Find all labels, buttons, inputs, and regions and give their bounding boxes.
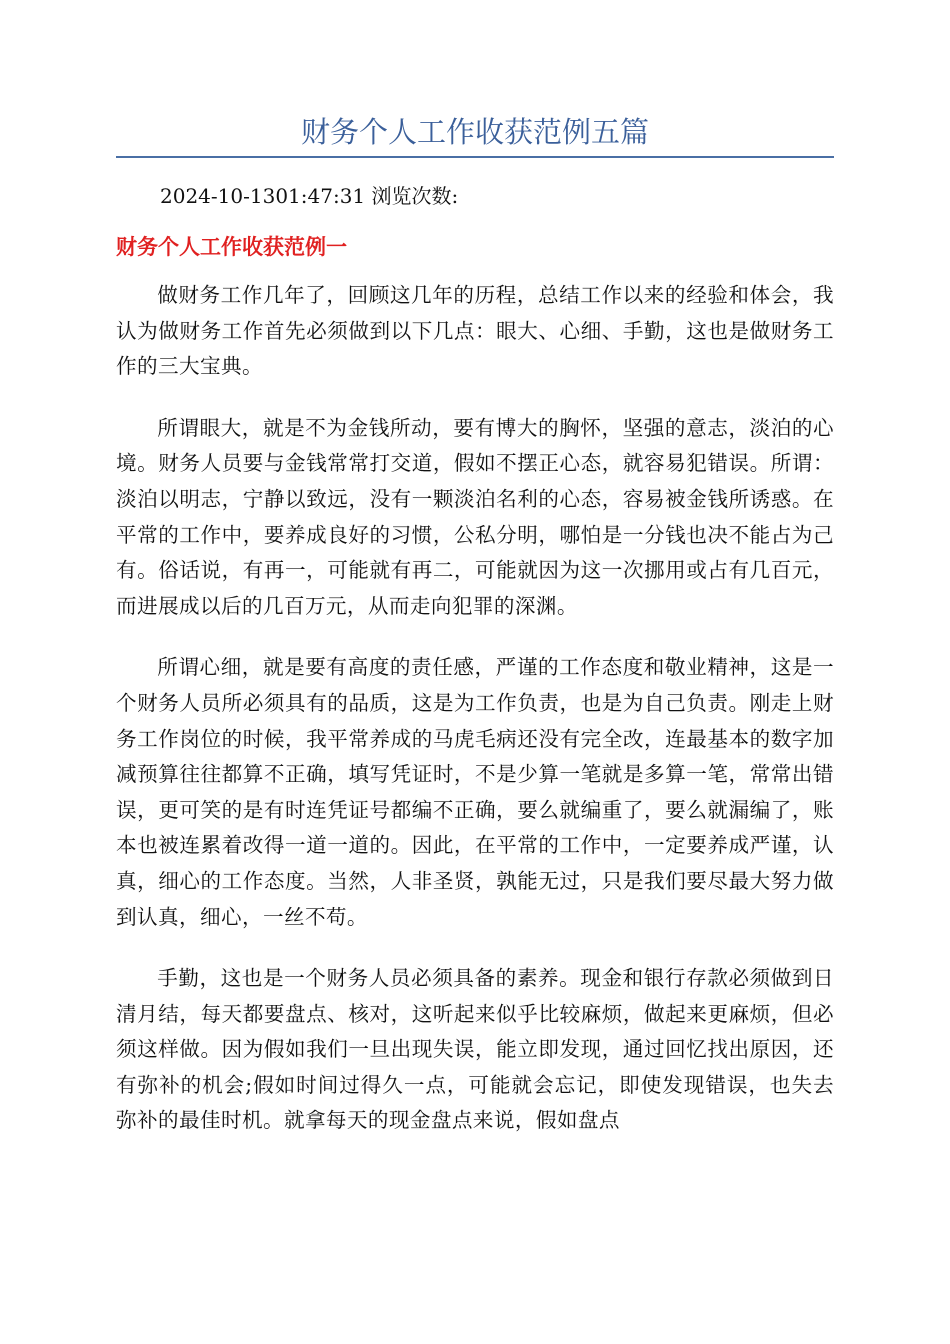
page-title: 财务个人工作收获范例五篇 [300,115,649,149]
paragraph-1: 做财务工作几年了，回顾这几年的历程，总结工作以来的经验和体会，我认为做财务工作首先必须做到以下几点：眼大、心细、手勤，这也是做财务工作的三大宝典。 [116,283,834,379]
paragraph-3: 所谓心细，就是要有高度的责任感，严谨的工作态度和敬业精神，这是一个财务人员所必须具有的品质，这是为工作负责，也是为自己负责。刚走上财务工作岗位的时候，我平常养成的马虎毛病还没有完全改，连最基本的数字加减预算往往都算不正确，填写凭证时，不是少算一笔就是多算一笔，常常出错误，更可笑的是有时连凭证号都编不正确，要么就编重了，要么就漏编了，账本也被连累着改得一道一道的。因此，在平常的工作中，一定要养成严谨，认真，细心的工作态度。当然，人非圣贤，孰能无过，只是我们要尽最大努力做到认真，细心，一丝不苟。 [116,655,834,929]
paragraph-2: 所谓眼大，就是不为金钱所动，要有博大的胸怀，坚强的意志，淡泊的心境。财务人员要与金钱常常打交道，假如不摆正心态，就容易犯错误。所谓：淡泊以明志，宁静以致远，没有一颗淡泊名利的心态，容易被金钱所诱惑。在平常的工作中，要养成良好的习惯，公私分明，哪怕是一分钱也决不能占为己有。俗话说，有再一，可能就有再二，可能就因为这一次挪用或占有几百元，而进展成以后的几百万元，从而走向犯罪的深渊。 [116,415,834,618]
paragraph-4: 手勤，这也是一个财务人员必须具备的素养。现金和银行存款必须做到日清月结，每天都要盘点、核对，这听起来似乎比较麻烦，做起来更麻烦，但必须这样做。因为假如我们一旦出现失误，能立即发现，通过回忆找出原因，还有弥补的机会;假如时间过得久一点，可能就会忘记，即使发现错误，也失去弥补的最佳时机。就拿每天的现金盘点来说，假如盘点 [116,966,834,1133]
article-body [116,278,834,1165]
title-block [116,112,834,158]
publish-meta: 2024-10-1301:47:31 浏览次数: [160,184,459,208]
section-heading: 财务个人工作收获范例一 [116,235,347,259]
